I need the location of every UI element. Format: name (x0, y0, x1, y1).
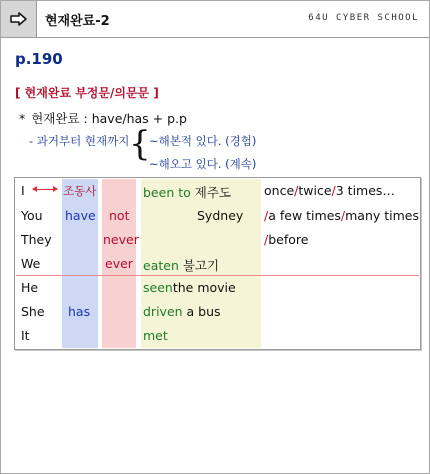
row-divider (16, 275, 419, 276)
time-expression: once/twice/3 times… (264, 183, 395, 198)
subject-cell: You (21, 208, 43, 223)
conjugation-table (14, 177, 421, 350)
page-title: 현재완료-2 (45, 14, 110, 29)
arrow-right-icon (1, 1, 37, 37)
time-value: once (264, 183, 295, 198)
time-value: before (268, 232, 309, 247)
aux-cell: have (65, 208, 96, 223)
subject-cell: He (21, 280, 39, 295)
aux-cell: has (68, 304, 91, 319)
rule-bullet: * (19, 111, 26, 126)
participle-verb: eaten (143, 258, 179, 273)
time-expression: /a few times/many times (264, 208, 420, 223)
time-value: a few times (268, 208, 341, 223)
subject-cell: We (21, 256, 41, 271)
brace-symbol: { (129, 124, 151, 164)
neg-cell: ever (105, 256, 133, 271)
subject-cell: It (21, 328, 30, 343)
participle-row (143, 256, 219, 274)
participle-row (143, 280, 236, 295)
usage-option-experience: ~해본적 있다. (경험) (149, 134, 257, 148)
double-arrow-icon (33, 189, 57, 190)
aux-header: 조동사 (63, 184, 97, 198)
participle-object: a bus (186, 304, 221, 319)
participle-object: 제주도 (194, 185, 231, 200)
participle-object: the movie (172, 280, 236, 295)
rule-text: 현재완료 : have/has + p.p (31, 111, 187, 126)
usage-option-continuation: ~해오고 있다. (계속) (149, 157, 257, 171)
subject-cell: She (21, 304, 45, 319)
time-value: 3 times… (335, 183, 395, 198)
grammar-rule (19, 109, 187, 127)
page-number: p.190 (15, 50, 63, 68)
participle-verb: been to (143, 185, 191, 200)
participle-row (143, 304, 221, 319)
neg-cell: not (109, 208, 130, 223)
subject-cell: I (21, 183, 25, 198)
participle-verb: met (143, 328, 168, 343)
time-expression: /before (264, 232, 309, 247)
time-value: many times (345, 208, 420, 223)
participle-object: 불고기 (182, 258, 220, 273)
participle-object: Sydney (197, 208, 244, 223)
brand-label: 64U CYBER SCHOOL (308, 13, 419, 23)
participle-verb: driven (143, 304, 183, 319)
participle-verb: seen (143, 280, 173, 295)
time-value: twice (298, 183, 332, 198)
neg-cell: never (103, 232, 139, 247)
aux-column (62, 179, 98, 348)
usage-label: - 과거부터 현재까지 (29, 134, 130, 148)
participle-row (143, 183, 231, 201)
subject-cell: They (21, 232, 52, 247)
title-bar (1, 1, 429, 38)
section-heading: [ 현재완료 부정문/의문문 ] (15, 86, 159, 100)
